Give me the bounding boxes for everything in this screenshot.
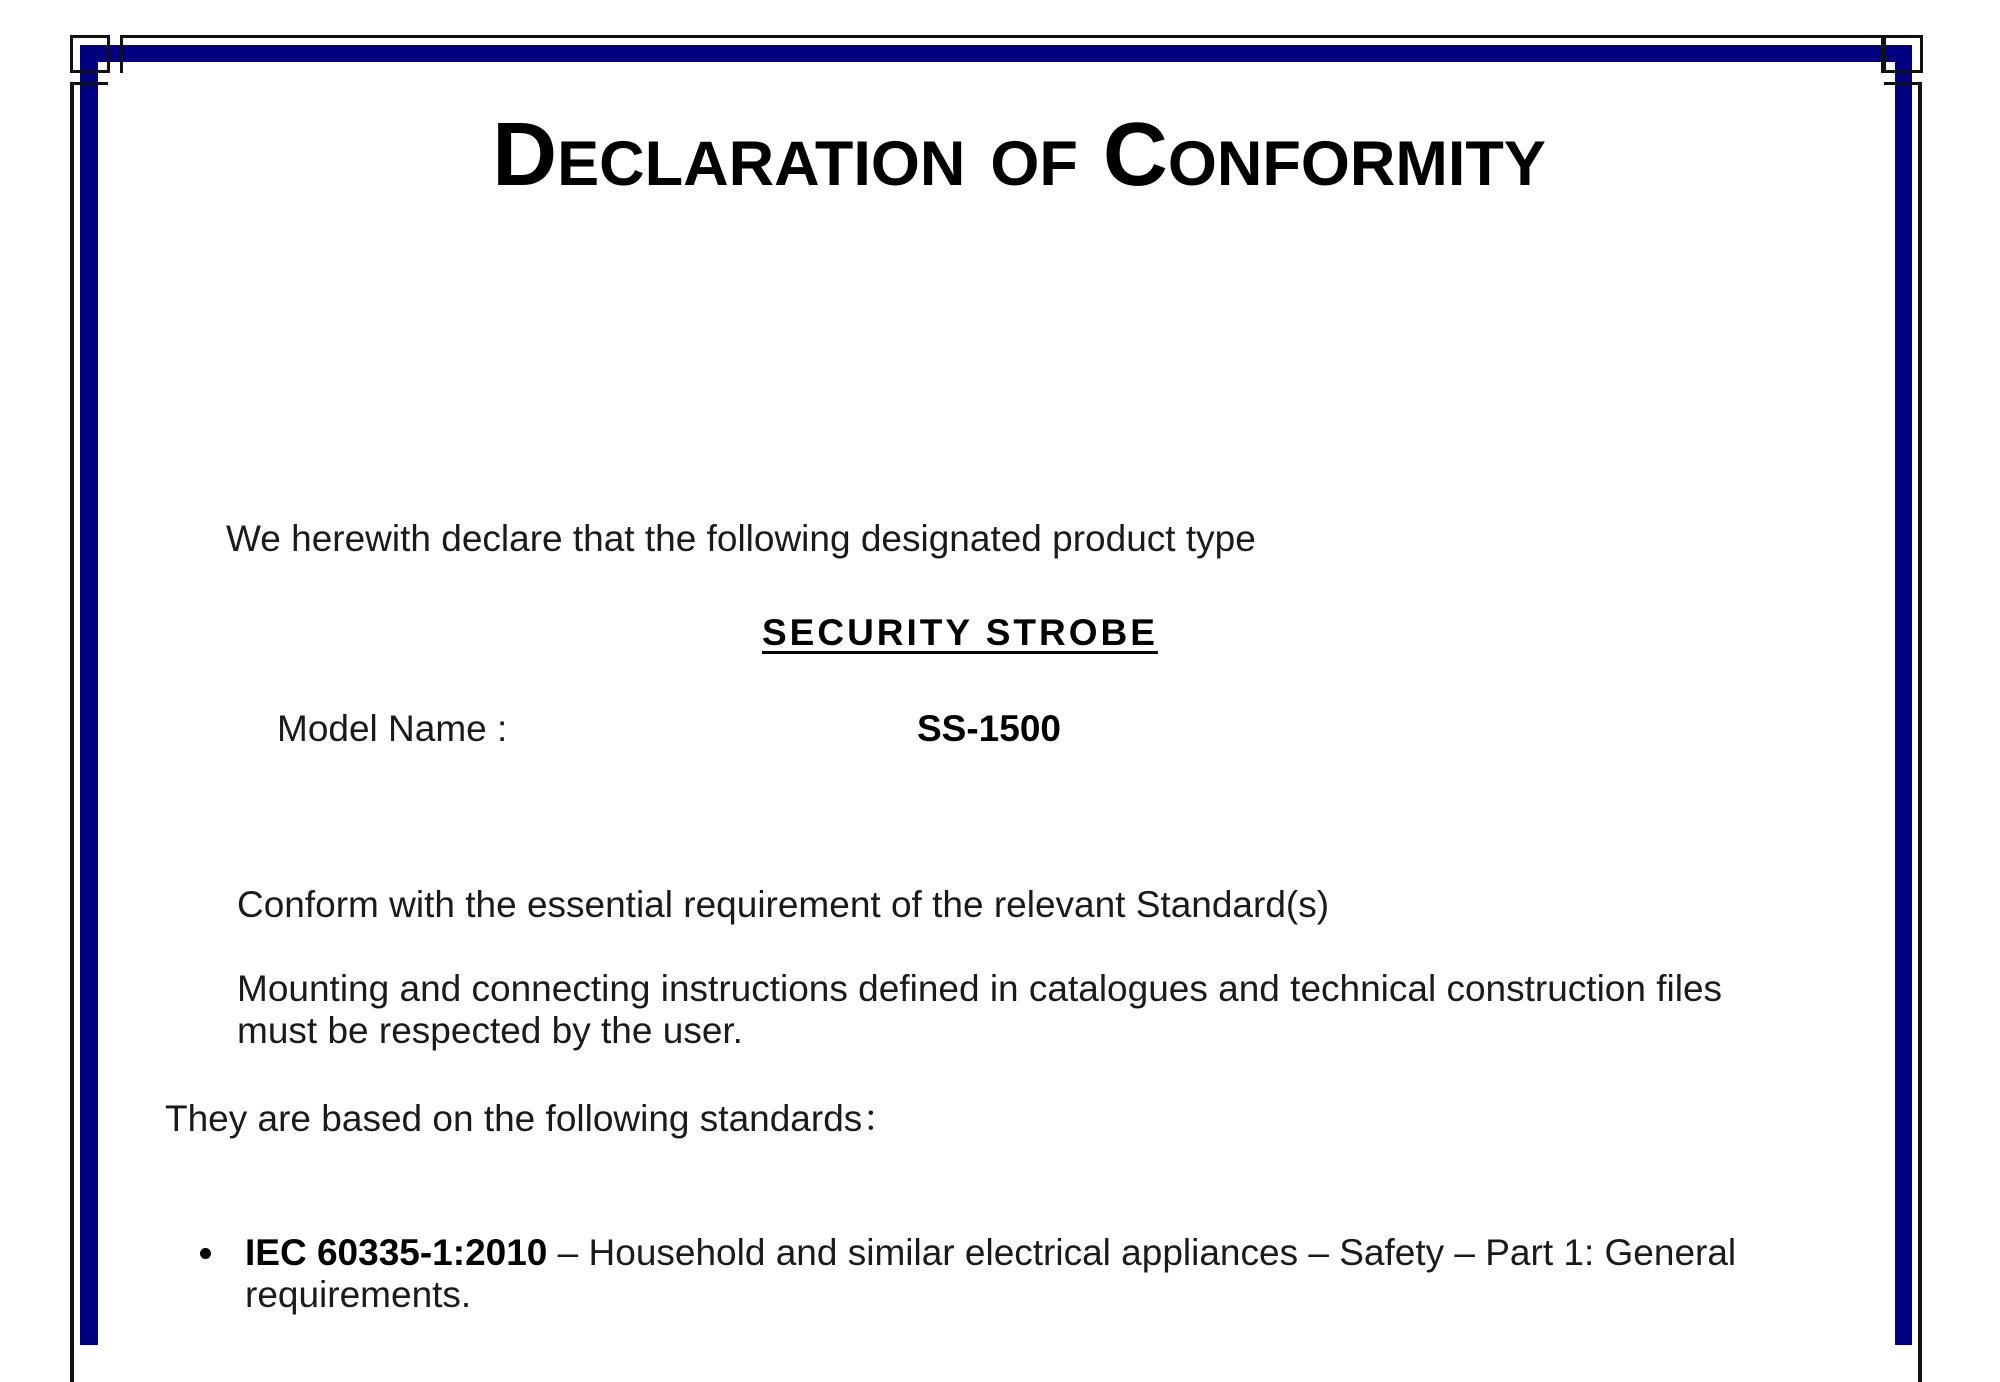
standards-list [245, 1232, 1785, 1316]
standard-description: Household and similar electrical appliances – Safety – Part 1: General requirements. [245, 1232, 1737, 1315]
mounting-statement: Mounting and connecting instructions defined in catalogues and technical construction files must be respected by the user. [237, 968, 1723, 1051]
standard-separator: – [547, 1232, 589, 1273]
frame-top-line [120, 35, 1884, 73]
conform-statement: Conform with the essential requirement of the relevant Standard(s) [237, 884, 1330, 925]
frame-right-line [1884, 82, 1922, 1382]
model-name-label: Model Name : [277, 708, 508, 749]
product-type-heading: SECURITY STROBE [762, 612, 1158, 653]
frame-left-line [70, 82, 108, 1382]
frame-corner-top-right [1883, 35, 1923, 73]
frame-corner-top-left [70, 35, 110, 73]
bullet-icon [200, 1248, 211, 1259]
standards-intro: They are based on the following standards： [165, 1098, 900, 1139]
standard-item [245, 1232, 1785, 1316]
intro-text: We herewith declare that the following designated product type [226, 518, 1256, 559]
document-title: Declaration of Conformity [492, 105, 1546, 205]
standard-code: IEC 60335-1:2010 [245, 1232, 548, 1273]
model-name-value: SS-1500 [917, 708, 1061, 749]
